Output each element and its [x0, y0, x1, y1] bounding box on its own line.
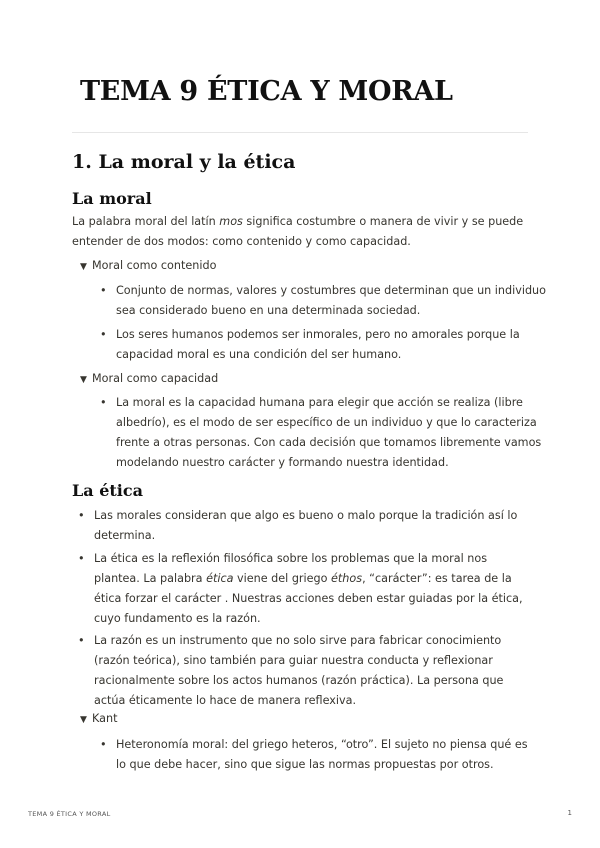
- toggle-moral-capacidad[interactable]: ▼ Moral como capacidad: [80, 369, 218, 390]
- page-number: 1: [567, 809, 572, 817]
- bullet-icon: •: [78, 509, 85, 522]
- list-item: • La moral es la capacidad humana para elegir que acción se realiza (libre albedrío), es el modo de ser específico de un individuo y que lo caracteriza frente a otras personas. Con cada decisión que tomamos libremente vamos modelando nuestro carácter y formando nuestra identidad.: [116, 393, 556, 473]
- list-item: • Conjunto de normas, valores y costumbres que determinan que un individuo sea considerado bueno en una determinada sociedad.: [116, 281, 556, 321]
- list-item: • La ética es la reflexión filosófica sobre los problemas que la moral nos plantea. La palabra ética viene del griego éthos, “carácter”: es tarea de la ética forzar el carácter . Nuestras acciones deben estar guiadas por la ética, cuyo fundamento es la razón.: [94, 549, 534, 629]
- list-item: • Heteronomía moral: del griego heteros, “otro”. El sujeto no piensa qué es lo que debe hacer, sino que sigue las normas propuestas por otros.: [116, 735, 534, 775]
- toggle-triangle-icon[interactable]: ▼: [80, 715, 87, 725]
- subheading-moral: La moral: [72, 189, 152, 208]
- bullet-icon: •: [100, 328, 107, 341]
- section-heading: 1. La moral y la ética: [72, 151, 296, 173]
- title-divider: [72, 132, 528, 133]
- toggle-moral-contenido[interactable]: ▼ Moral como contenido: [80, 256, 216, 277]
- list-item: • Las morales consideran que algo es bueno o malo porque la tradición así lo determina.: [94, 506, 534, 546]
- bullet-icon: •: [100, 738, 107, 751]
- subheading-etica: La ética: [72, 481, 143, 500]
- bullet-icon: •: [100, 284, 107, 297]
- toggle-triangle-icon[interactable]: ▼: [80, 375, 87, 385]
- page-title: TEMA 9 ÉTICA Y MORAL: [80, 76, 453, 107]
- bullet-icon: •: [78, 634, 85, 647]
- bullet-icon: •: [100, 396, 107, 409]
- bullet-icon: •: [78, 552, 85, 565]
- toggle-kant[interactable]: ▼ Kant: [80, 709, 117, 730]
- footer-label: TEMA 9 ÉTICA Y MORAL: [28, 810, 111, 818]
- toggle-triangle-icon[interactable]: ▼: [80, 262, 87, 272]
- list-item: • La razón es un instrumento que no solo sirve para fabricar conocimiento (razón teórica), sino también para guiar nuestra conducta y reflexionar racionalmente sobre los actos humanos (razón práctica). La persona que actúa éticamente lo hace de manera reflexiva.: [94, 631, 534, 711]
- list-item: • Los seres humanos podemos ser inmorales, pero no amorales porque la capacidad moral es una condición del ser humano.: [116, 325, 556, 365]
- moral-intro-paragraph: La palabra moral del latín mos significa costumbre o manera de vivir y se puede entender de dos modos: como contenido y como capacidad.: [72, 215, 524, 248]
